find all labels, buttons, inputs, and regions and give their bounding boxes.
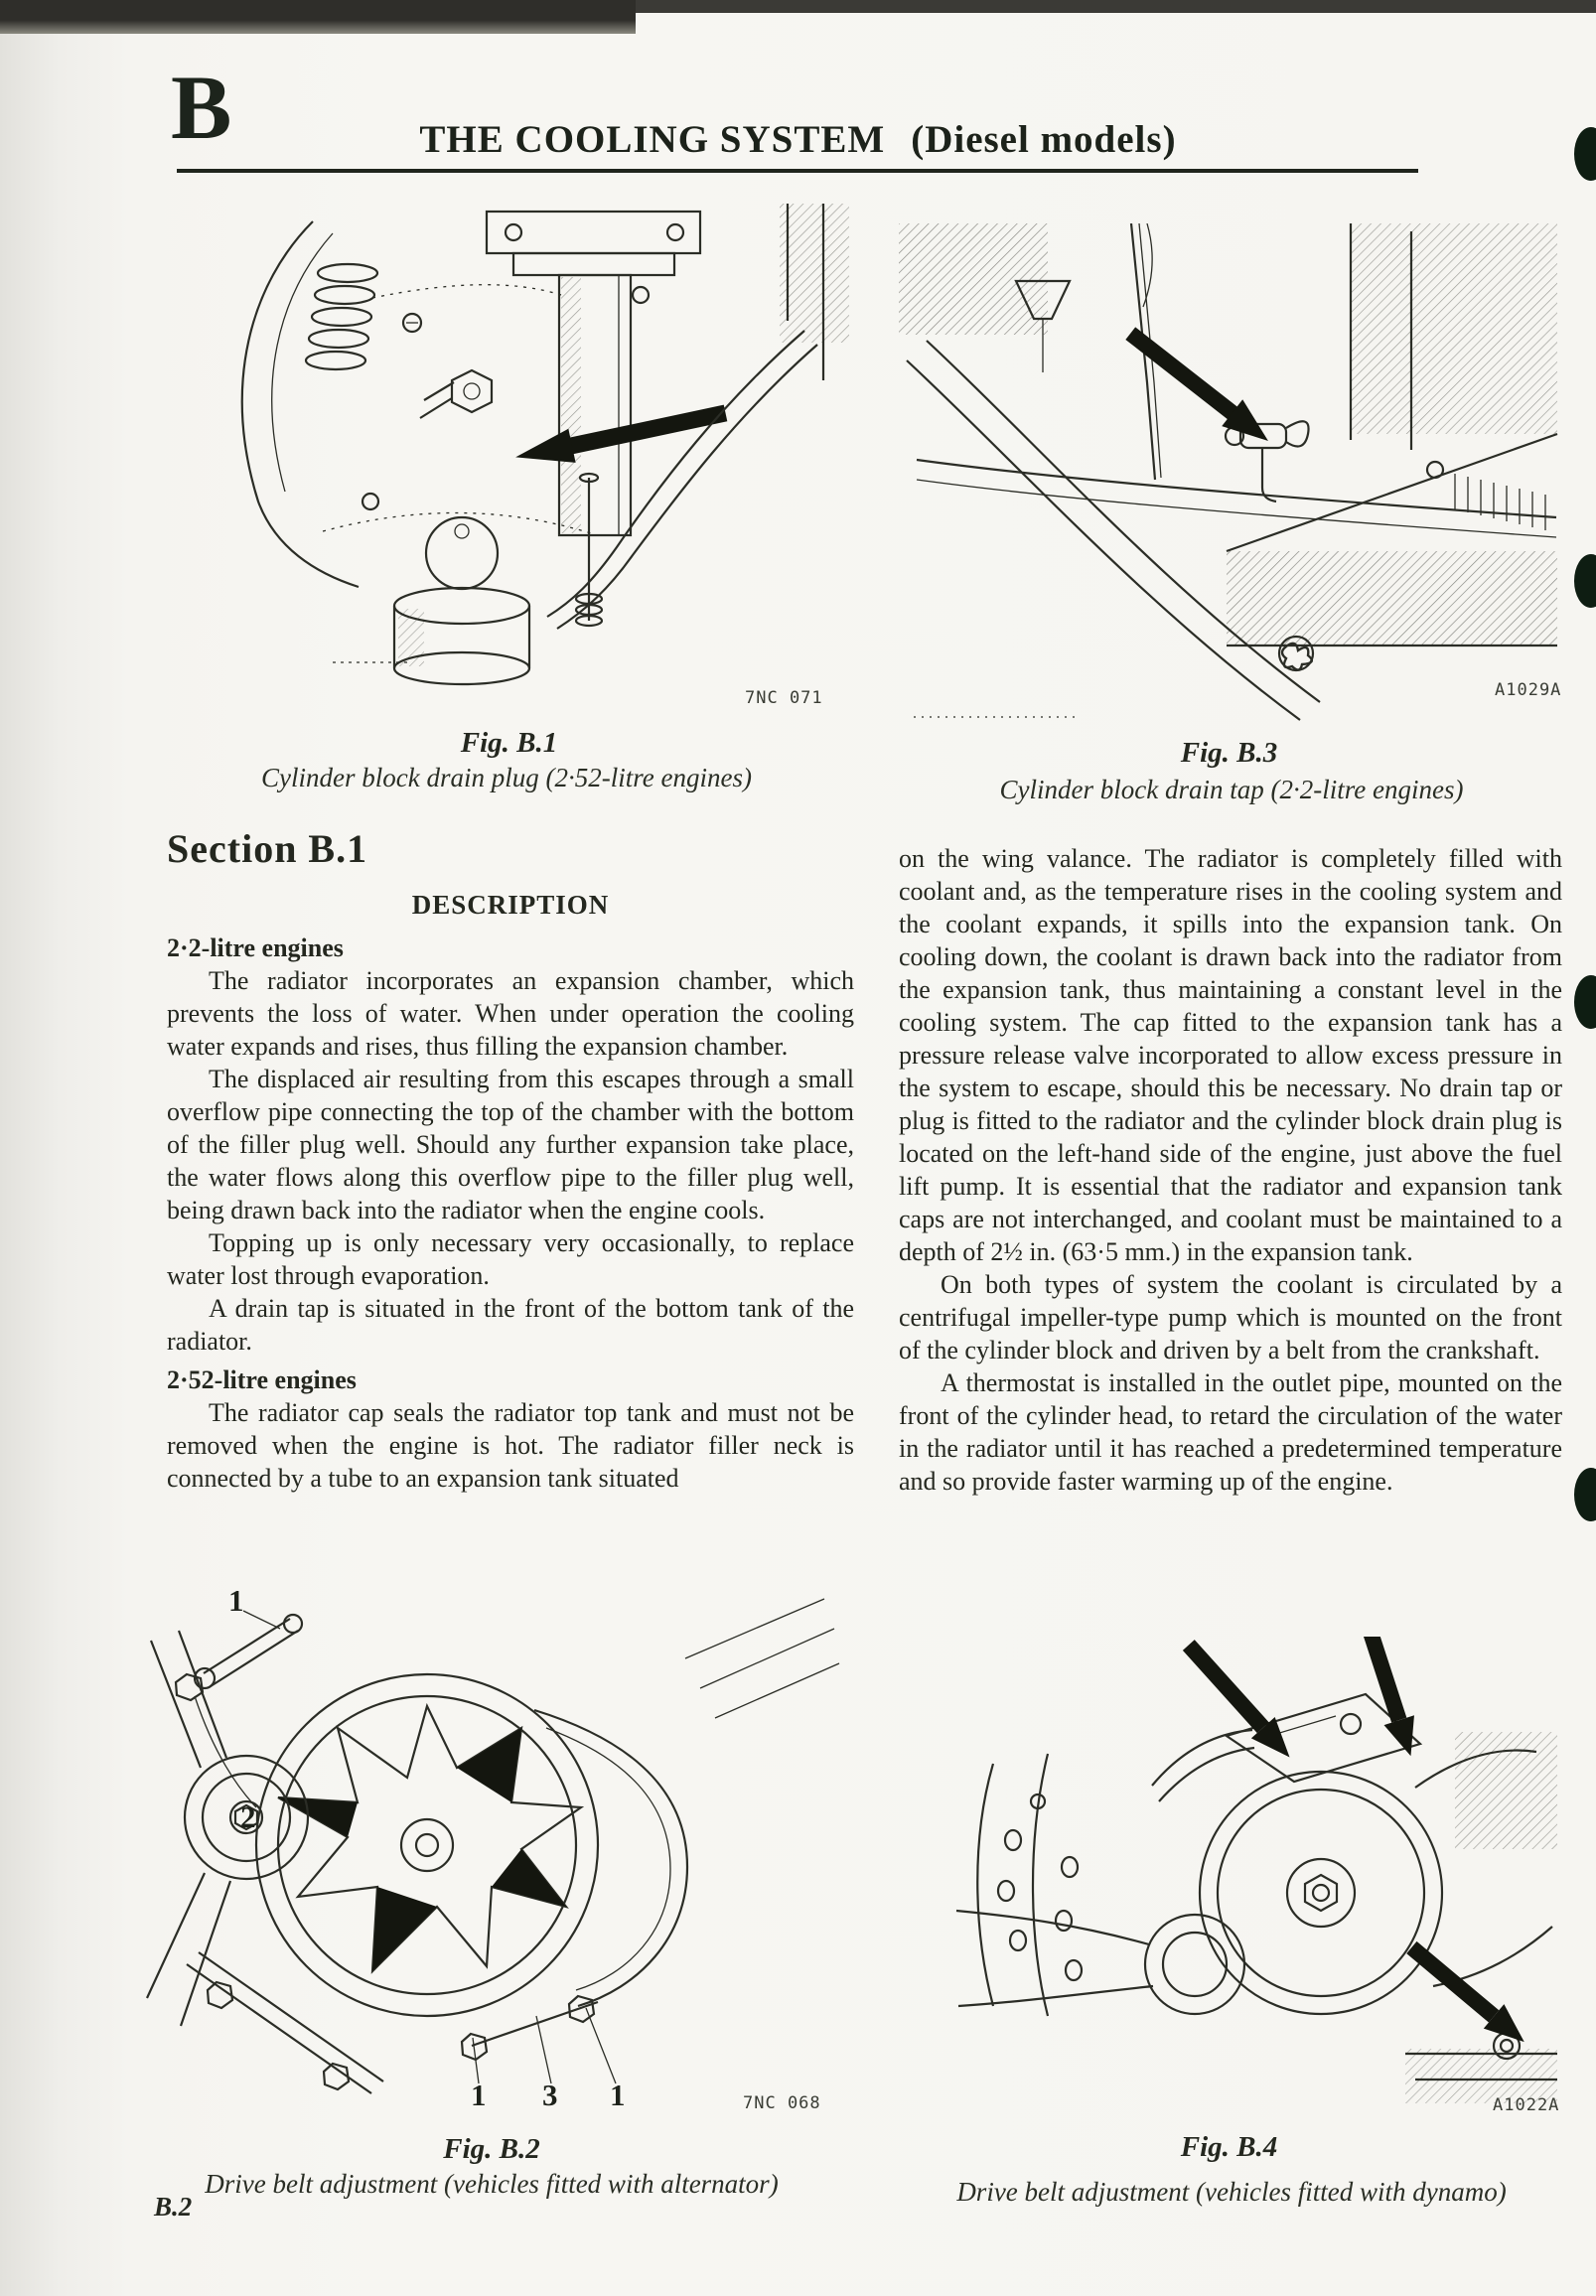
pointer-arrow [512, 396, 730, 475]
fig-b3-illustration [899, 223, 1562, 735]
figure-b4 [899, 1637, 1559, 2128]
callout-1-bottom-right: 1 [610, 2078, 626, 2112]
page-title [0, 117, 1596, 162]
figure-b2 [129, 1579, 854, 2130]
pointer-arrow [1120, 320, 1279, 454]
paragraph: The radiator cap seals the radiator top tank and must not be removed when the engine is hot. The radiator filler neck is connected by a tube to an expansion tank situated [167, 1398, 854, 1493]
section-heading: Section B.1 [167, 826, 368, 871]
fig-b4-caption: Drive belt adjustment (vehicles fitted with dynamo) [956, 2177, 1507, 2207]
left-column [167, 826, 854, 1495]
right-column [899, 842, 1562, 1498]
callout-1-bottom-left: 1 [471, 2078, 487, 2112]
fig-b2-caption: Drive belt adjustment (vehicles fitted with alternator) [205, 2169, 779, 2199]
paragraph: The radiator incorporates an expansion chamber, which prevents the loss of water. When under operation the cooling water expands and rises, thus filling the expansion chamber. [167, 966, 854, 1061]
subsection-heading-252: 2·52-litre engines [167, 1365, 357, 1394]
description-heading: DESCRIPTION [411, 890, 610, 920]
fig-b3-code: A1029A [1495, 680, 1562, 700]
fig-b4-illustration [899, 1637, 1559, 2128]
figure-b3 [899, 223, 1562, 735]
paragraph: On both types of system the coolant is circulated by a centrifugal impeller-type pump which is mounted on the front of the cylinder block and driven by a belt from the crankshaft. [899, 1270, 1562, 1364]
figure-b1 [164, 204, 854, 725]
callout-3: 3 [542, 2078, 558, 2112]
fig-b1-illustration [164, 204, 854, 725]
fig-b1-code: 7NC 071 [745, 688, 823, 708]
page-number: B.2 [154, 2192, 193, 2222]
paragraph: on the wing valance. The radiator is completely filled with coolant and, as the temperature rises in the cooling system and the coolant expands, it spills into the expansion tank. On cooling down, the coolant is drawn back into the radiator from the expansion tank, thus maintaining a constant level in the cooling system. The cap fitted to the expansion tank has a pressure release valve incorporated to allow excess pressure in the system to escape, should this be necessary. No drain tap or plug is fitted to the radiator and the cylinder block drain plug is located on the left-hand side of the engine, just above the fuel lift pump. It is essential that the radiator and expansion tank caps are not interchanged, and coolant must be maintained to a depth of 2½ in. (63·5 mm.) in the expansion tank. [899, 844, 1562, 1266]
pointer-arrow [1401, 1936, 1534, 2055]
fig-b2-label: Fig. B.2 [443, 2133, 540, 2165]
fig-b4-label: Fig. B.4 [1180, 2131, 1278, 2163]
fig-b4-code: A1022A [1493, 2095, 1560, 2115]
pointer-arrow [1352, 1637, 1425, 1761]
callout-1-top: 1 [228, 1583, 244, 1618]
subsection-heading-22: 2·2-litre engines [167, 933, 344, 962]
paragraph: The displaced air resulting from this escapes through a small overflow pipe connecting the top of the chamber with the bottom of the filler plug well. Should any further expansion take place, the water flows along this overflow pipe to the filler plug well, being drawn back into the radiator when the engine cools. [167, 1065, 854, 1224]
fig-b2-illustration [129, 1579, 854, 2130]
scan-artifact [1574, 1468, 1596, 1521]
chapter-letter: B [171, 57, 232, 158]
paragraph: A drain tap is situated in the front of the bottom tank of the radiator. [167, 1294, 854, 1356]
scan-artifact [1574, 975, 1596, 1029]
fig-b2-code: 7NC 068 [743, 2093, 821, 2113]
header-rule [177, 169, 1418, 173]
page-title-suffix: (Diesel models) [911, 118, 1177, 161]
paragraph: Topping up is only necessary very occasionally, to replace water lost through evaporation. [167, 1228, 854, 1290]
fig-b1-label: Fig. B.1 [460, 727, 558, 759]
paragraph: A thermostat is installed in the outlet pipe, mounted on the front of the cylinder head, to retard the circulation of the water in the radiator until it has reached a predetermined temperature and so provide faster warming up of the engine. [899, 1368, 1562, 1496]
fig-b3-caption: Cylinder block drain tap (2·2-litre engines) [999, 775, 1464, 804]
page-title-main: THE COOLING SYSTEM [419, 118, 886, 161]
scan-artifact [1574, 554, 1596, 608]
callout-2: 2 [240, 1799, 256, 1834]
scan-edge-strip-left [0, 0, 636, 34]
fig-b3-label: Fig. B.3 [1180, 737, 1278, 769]
fig-b1-caption: Cylinder block drain plug (2·52-litre engines) [261, 763, 752, 792]
